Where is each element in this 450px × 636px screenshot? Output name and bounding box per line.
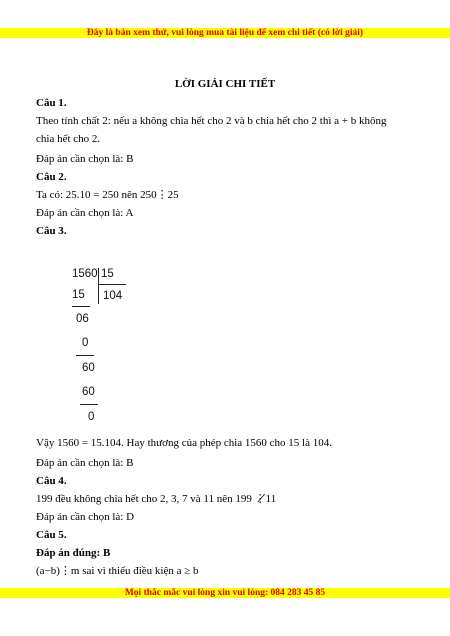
question-5-answer: Đáp án đúng: B bbox=[36, 547, 111, 559]
division-step-3: 0 bbox=[82, 337, 89, 349]
question-3-heading: Câu 3. bbox=[36, 225, 67, 237]
division-divisor: 15 bbox=[101, 268, 114, 280]
question-1-answer: Đáp án cần chọn là: B bbox=[36, 153, 134, 165]
contact-banner bbox=[0, 588, 450, 598]
division-rule-3 bbox=[80, 404, 98, 405]
question-5-text: (a−b)⋮m sai vì thiếu điều kiện a ≥ b bbox=[36, 565, 199, 577]
question-2-heading: Câu 2. bbox=[36, 171, 67, 183]
contact-text: Mọi thắc mắc vui lòng xin vui lòng: 084 283 45 85 bbox=[124, 588, 326, 598]
division-dividend: 1560 bbox=[72, 268, 98, 280]
question-4-heading: Câu 4. bbox=[36, 475, 67, 487]
question-3-answer: Đáp án cần chọn là: B bbox=[36, 457, 134, 469]
division-step-2: 06 bbox=[76, 313, 89, 325]
question-1-heading: Câu 1. bbox=[36, 97, 67, 109]
division-step-4: 60 bbox=[82, 362, 95, 374]
division-step-1: 15 bbox=[72, 289, 85, 301]
page-title: LỜI GIẢI CHI TIẾT bbox=[174, 78, 276, 90]
division-remainder: 0 bbox=[88, 411, 95, 423]
division-vertical-line bbox=[98, 268, 99, 304]
preview-notice-banner bbox=[0, 28, 450, 38]
question-4-text: 199 đều không chia hết cho 2, 3, 7 và 11 nên 199 ⋮̸11 bbox=[36, 493, 277, 505]
question-3-text: Vậy 1560 = 15.104. Hay thương của phép chia 1560 cho 15 là 104. bbox=[36, 437, 332, 449]
preview-notice-text: Đây là bản xem thử, vui lòng mua tài liệu để xem chi tiết (có lời giải) bbox=[86, 28, 364, 38]
question-2-text: Ta có: 25.10 = 250 nên 250⋮25 bbox=[36, 189, 179, 201]
division-step-5: 60 bbox=[82, 386, 95, 398]
question-4-answer: Đáp án cần chọn là: D bbox=[36, 511, 135, 523]
division-rule-1 bbox=[72, 306, 90, 307]
division-quotient: 104 bbox=[103, 290, 123, 302]
question-2-answer: Đáp án cần chọn là: A bbox=[36, 207, 134, 219]
division-divisor-underline bbox=[98, 284, 126, 285]
question-1-text-line-1: Theo tính chất 2: nếu a không chia hết cho 2 và b chia hết cho 2 thì a + b không bbox=[36, 115, 387, 127]
question-5-heading: Câu 5. bbox=[36, 529, 67, 541]
question-1-text-line-2: chia hết cho 2. bbox=[36, 133, 101, 145]
division-rule-2 bbox=[76, 355, 94, 356]
